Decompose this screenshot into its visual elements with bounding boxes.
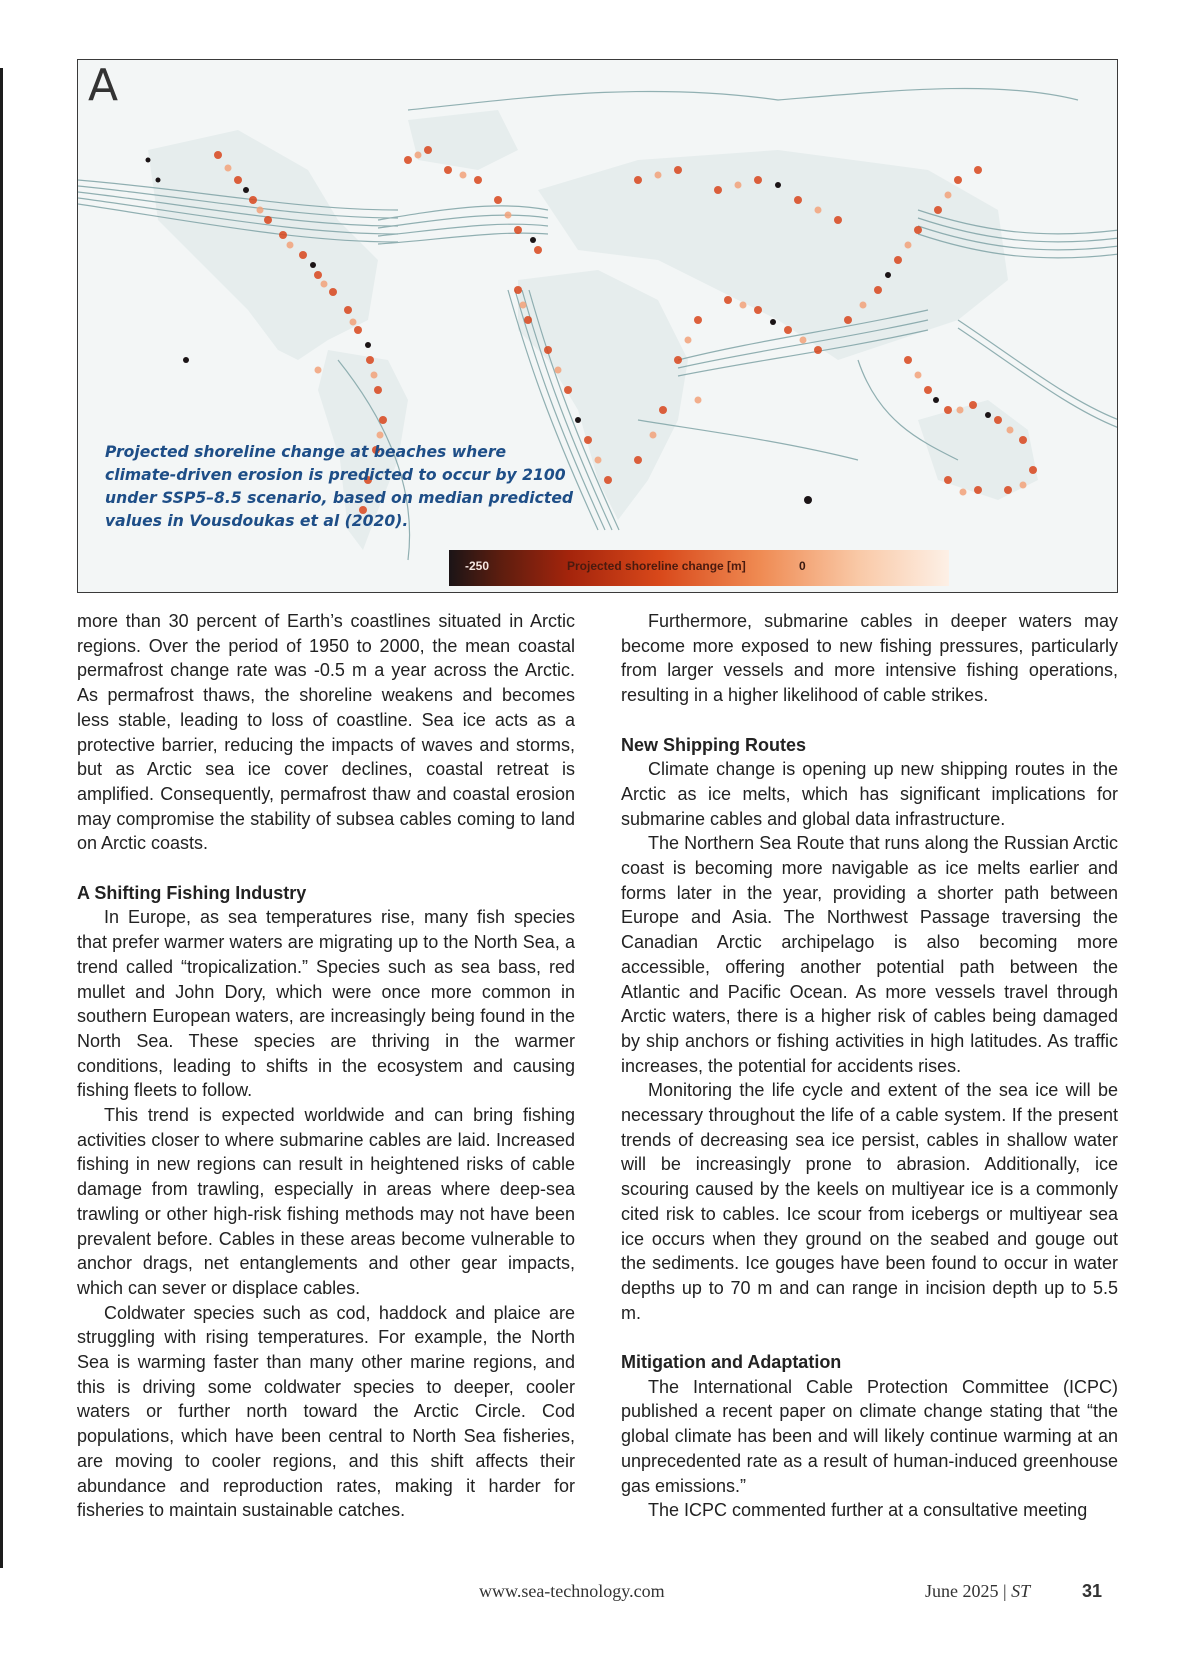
figure-world-map — [77, 59, 1118, 593]
heading-new-shipping-routes: New Shipping Routes — [621, 734, 807, 755]
paragraph-sea-ice-monitoring: Monitoring the life cycle and extent of the sea ice will be necessary throughout the life of a cable system. If the present trends of decreasing sea ice persist, cables in shallow water will be increasingly prone to abrasion. Additionally, ice scouring caused by the keels on multiyear ice is a commonly cited risk to cables. Ice scour from icebergs or multiyear sea ice occurs when they ground on the seabed and gouge out the sediments. Ice gouges have been found to occur in water depths up to 70 m and can range in incision depth up to 5.5 m. — [621, 1080, 1118, 1323]
footer-magazine: ST — [1011, 1581, 1031, 1601]
panel-label: A — [88, 60, 119, 111]
page-number: 31 — [1082, 1581, 1103, 1601]
footer-separator: | — [998, 1581, 1012, 1601]
heading-mitigation-adaptation: Mitigation and Adaptation — [621, 1352, 842, 1373]
legend-max-label: 0 — [799, 559, 806, 573]
paragraph-deeper-waters: Furthermore, submarine cables in deeper waters may become more exposed to new fishing pressures, particularly from larger vessels and more intensive fishing operations, resulting in a higher likelihood of cable strikes. — [621, 611, 1118, 706]
paragraph-northern-sea-route: The Northern Sea Route that runs along the Russian Arctic coast is becoming more navigable as ice melts earlier and forms later in the year, providing a shorter path between Europe and Asia. The Northwest Passage traversing the Canadian Arctic archipelago is also becoming more accessible, offering another potential path between the Atlantic and Pacific Ocean. As more vessels travel through Arctic waters, there is a higher risk of cables being damaged by ship anchors or fishing activities in high latitudes. As traffic increases, the potential for accidents rises. — [621, 833, 1118, 1076]
footer-url: www.sea-technology.com — [479, 1581, 665, 1601]
heading-shifting-fishing-industry: A Shifting Fishing Industry — [77, 882, 307, 903]
left-margin-rule — [0, 68, 3, 1568]
paragraph-arctic-routes: Climate change is opening up new shipping routes in the Arctic as ice melts, which has significant implications for submarine cables and global data infrastructure. — [621, 759, 1118, 829]
right-column — [621, 609, 1118, 1523]
legend-title: Projected shoreline change [m] — [567, 559, 746, 573]
paragraph-coldwater-species: Coldwater species such as cod, haddock and plaice are struggling with rising temperatures. For example, the North Sea is warming faster than many other marine regions, and this is driving some coldwater species to deeper, cooler waters or further north toward the Arctic Circle. Cod populations, which have been central to North Sea fisheries, are moving to cooler regions, and this shift affects their abundance and reproduction rates, making it harder for fisheries to maintain sustainable catches. — [77, 1302, 575, 1521]
left-column — [77, 609, 575, 1523]
paragraph-fishing-worldwide: This trend is expected worldwide and can bring fishing activities closer to where submarine cables are laid. Increased fishing in new regions can result in heightened risks of cable damage from trawling, especially in areas where deep-sea trawling or other high-risk fishing methods may not have been prevalent before. Cables in these areas become vulnerable to anchor drags, net entanglements and other gear impacts, which can sever or displace cables. — [77, 1105, 575, 1298]
paragraph-tropicalization: In Europe, as sea temperatures rise, many fish species that prefer warmer waters are migrating up to the North Sea, a trend called “tropicalization.” Species such as sea bass, red mullet and John Dory, which were once more common in southern European waters, are increasingly being found in the North Sea. These species are thriving in the warmer conditions, leading to shifts in the ecosystem and causing fishing fleets to follow. — [77, 907, 575, 1101]
figure-caption: Projected shoreline change at beaches where climate-driven erosion is predicted to occur by 2100 under SSP5–8.5 scenario, based on median predicted values in Vousdoukas et al (2020). — [105, 443, 574, 530]
footer-date: June 2025 — [925, 1581, 999, 1601]
paragraph-icpc-meeting: The ICPC commented further at a consultative meeting — [648, 1500, 1088, 1521]
legend-min-label: -250 — [465, 559, 490, 573]
footer-issue — [925, 1581, 1030, 1602]
paragraph-arctic-coastlines: more than 30 percent of Earth’s coastlines situated in Arctic regions. Over the period of 1950 to 2000, the mean coastal permafrost change rate was -0.5 m a year across the Arctic. As permafrost thaws, the shoreline weakens and becomes less stable, leading to loss of coastline. Sea ice acts as a protective barrier, reducing the impacts of waves and storms, but as Arctic sea ice cover declines, coastal retreat is amplified. Consequently, permafrost thaw and coastal erosion may compromise the stability of subsea cables coming to land on Arctic coasts. — [77, 611, 575, 854]
page-footer — [0, 1581, 1200, 1611]
paragraph-icpc-paper: The International Cable Protection Committee (ICPC) published a recent paper on climate change stating that “the global climate has been and will likely continue warming at an unprecedented rate as a result of human-induced greenhouse gas emissions.” — [621, 1376, 1118, 1496]
legend-colorbar — [449, 550, 949, 586]
